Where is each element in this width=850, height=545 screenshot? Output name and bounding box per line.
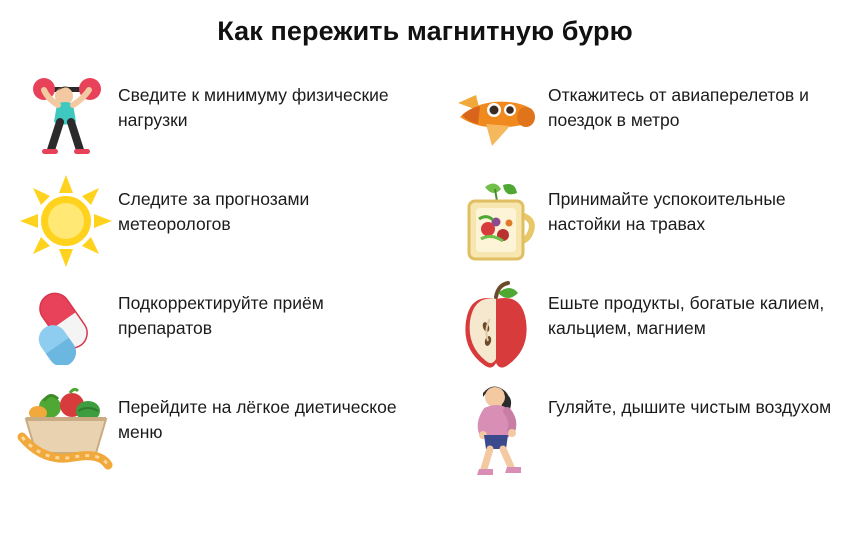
tip-text: Следите за прогнозами метеорологов (118, 189, 310, 235)
tip-text: Перейдите на лёгкое диетическое меню (118, 397, 397, 443)
tip-text: Ешьте продукты, богатые калием, кальцием, магнием (548, 293, 825, 339)
exercise-dumbbell-icon (14, 69, 118, 165)
page-title: Как пережить магнитную бурю (217, 16, 633, 46)
tip-item (430, 381, 850, 485)
airplane-icon (444, 69, 548, 165)
pills-capsule-icon (14, 277, 118, 373)
herbal-tea-mug-icon (444, 173, 548, 269)
tip-text: Подкорректируйте приём препаратов (118, 293, 324, 339)
walking-person-icon (444, 381, 548, 477)
tip-text: Гуляйте, дышите чистым воздухом (548, 397, 832, 417)
sun-icon (14, 173, 118, 269)
tip-item (0, 381, 430, 485)
tip-text: Принимайте успокоительные настойки на травах (548, 189, 786, 235)
tip-item (430, 173, 850, 277)
diet-basket-measuring-tape-icon (14, 381, 118, 477)
tip-item (0, 173, 430, 277)
tip-text: Сведите к минимуму физические нагрузки (118, 85, 389, 131)
apple-icon (444, 277, 548, 373)
tip-text: Откажитесь от авиаперелетов и поездок в метро (548, 85, 809, 131)
tip-item (0, 277, 430, 381)
tips-grid (0, 53, 850, 485)
tip-item (430, 277, 850, 381)
tip-item (430, 69, 850, 173)
tip-item (0, 69, 430, 173)
